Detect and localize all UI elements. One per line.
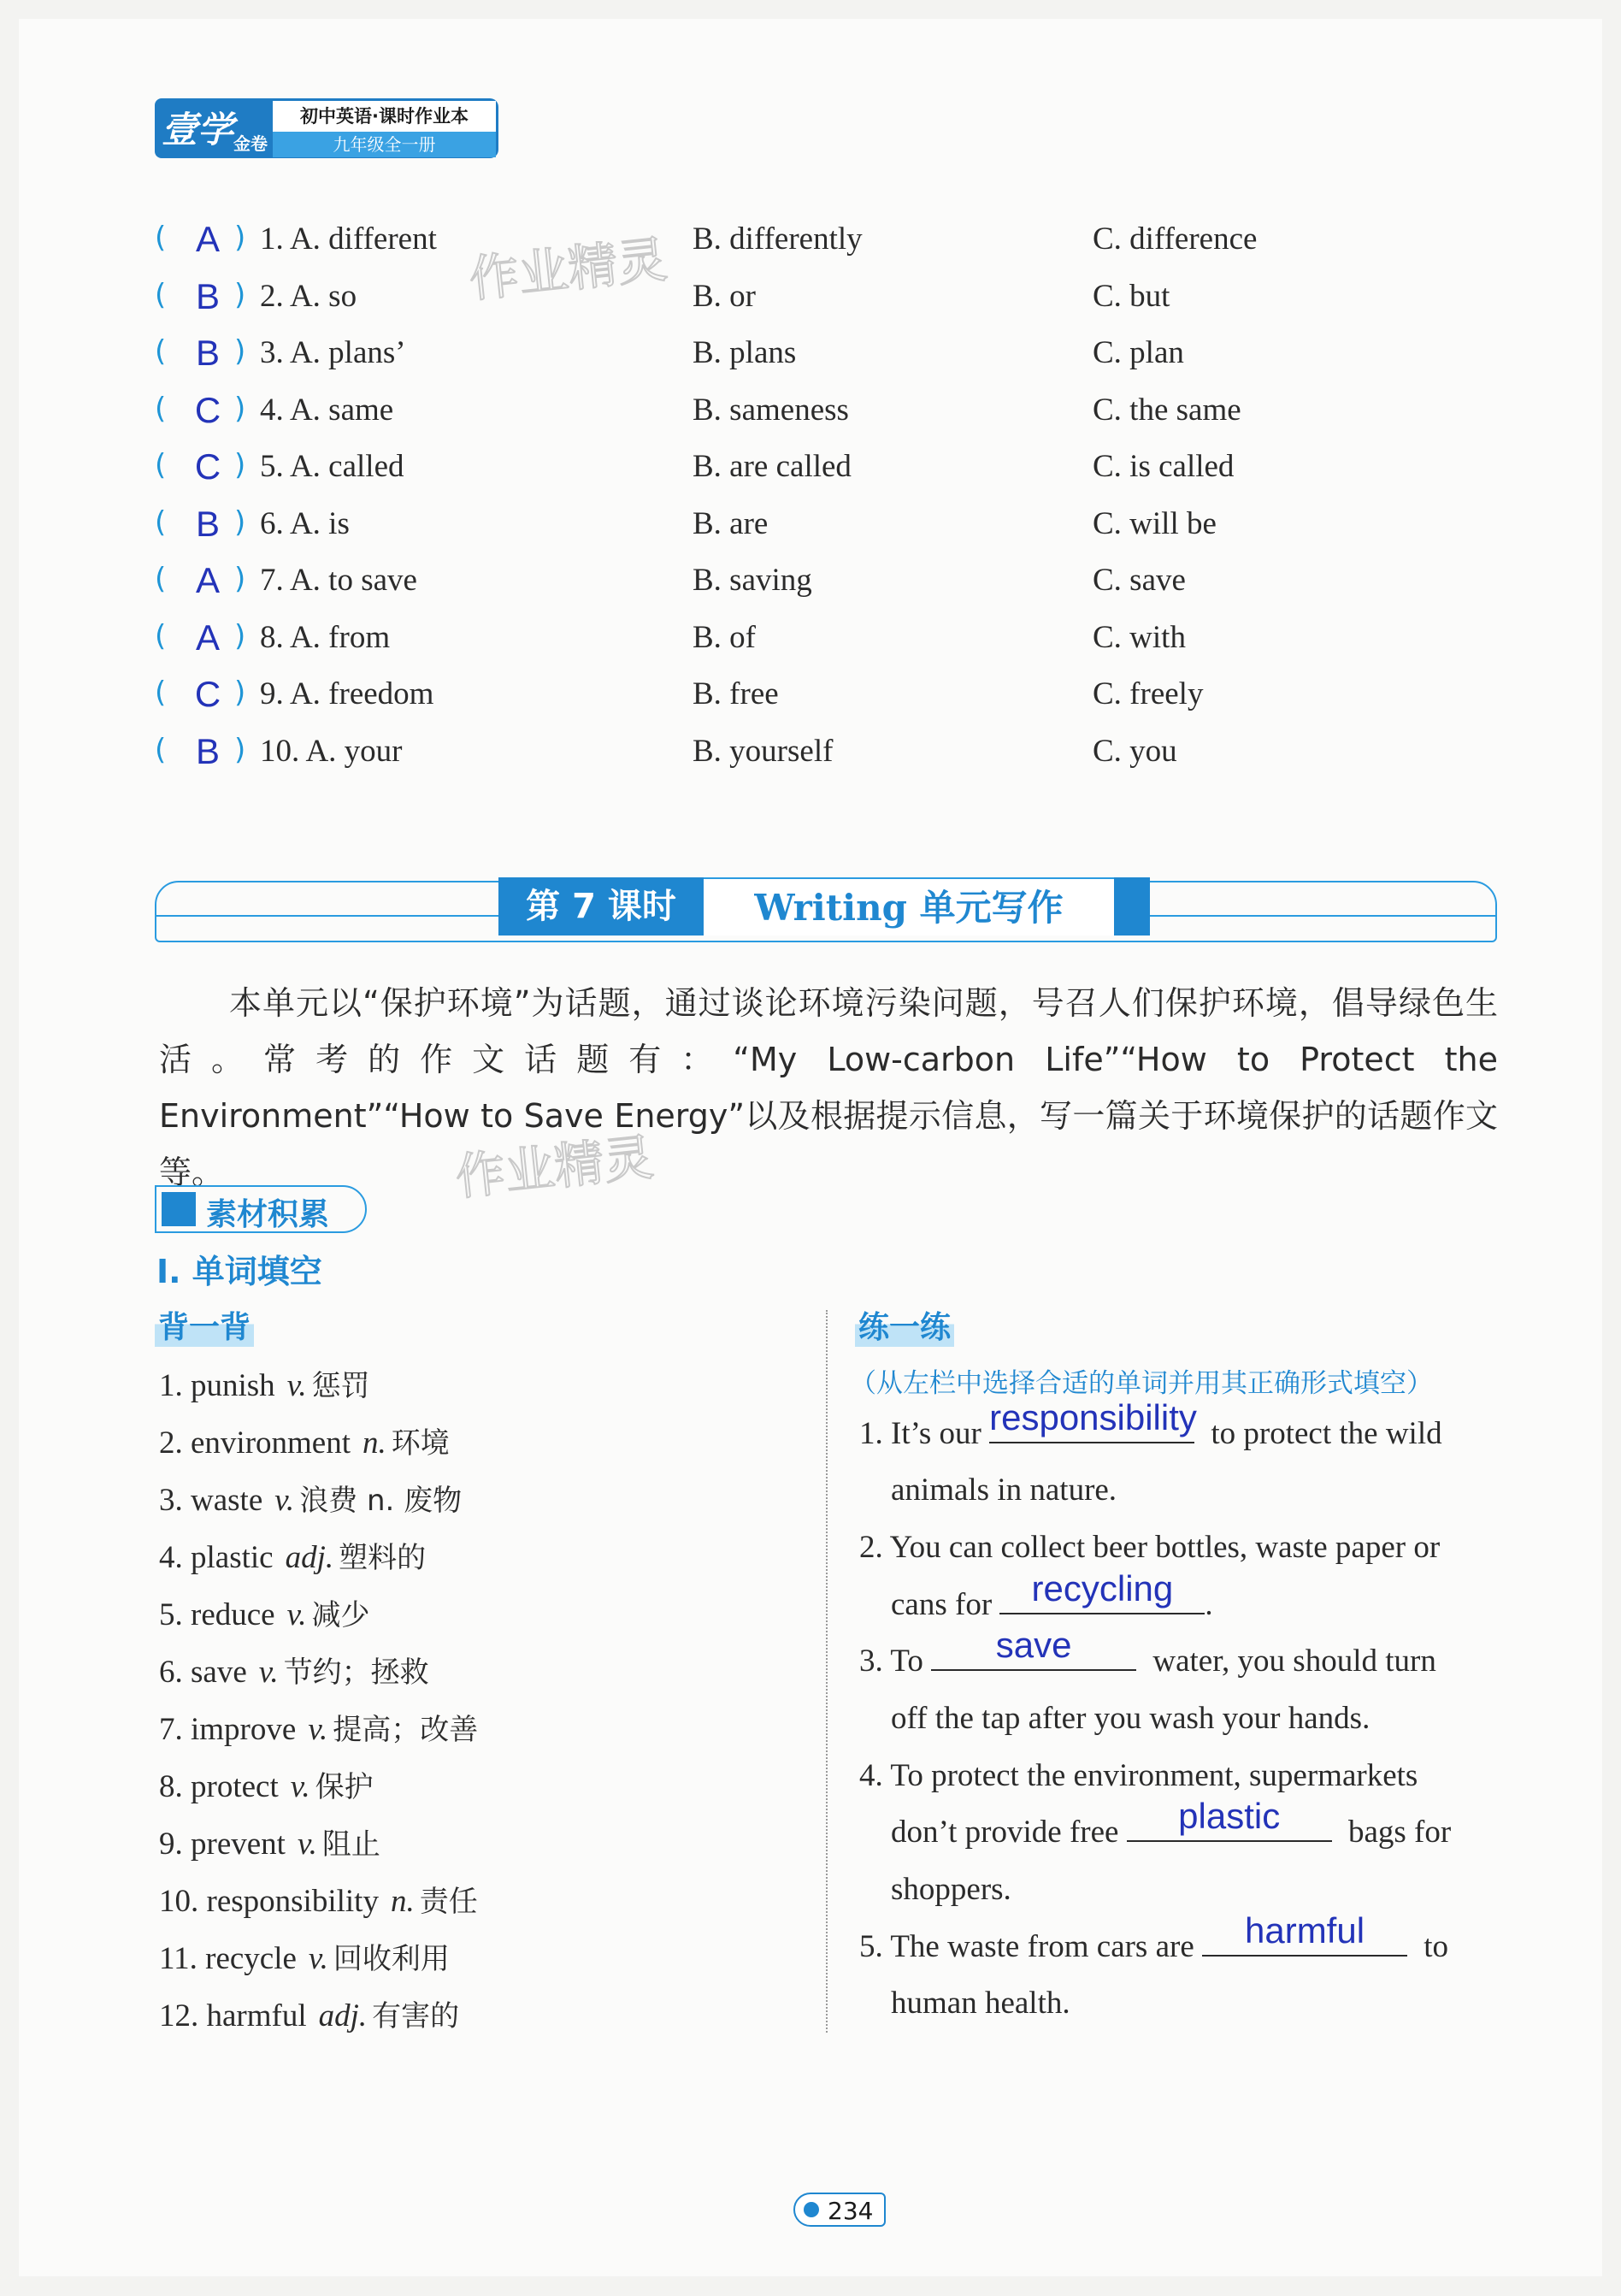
- vocab-meaning: 有害的: [372, 1999, 460, 2033]
- answer-letter: C: [194, 389, 221, 430]
- option-b: B. are: [693, 505, 769, 541]
- left-column-head: 背一背: [155, 1303, 254, 1347]
- close-paren: ): [234, 277, 246, 312]
- answer-letter: A: [195, 560, 220, 600]
- answer-blank: [999, 1568, 1205, 1614]
- answer-row: [0, 505, 1621, 557]
- brand-mark: [155, 98, 273, 158]
- part-of-speech: adj.: [285, 1540, 334, 1575]
- option-c: C. with: [1093, 619, 1186, 655]
- close-paren: ): [234, 334, 246, 369]
- option-c: C. the same: [1093, 392, 1241, 428]
- option-a: 6. A. is: [260, 505, 350, 541]
- blank-answer: harmful: [1244, 1910, 1365, 1951]
- answer-blank: [931, 1625, 1136, 1671]
- part-of-speech: n.: [363, 1425, 386, 1461]
- answer-row: [0, 389, 1621, 443]
- vocab-list: [159, 1365, 478, 2052]
- close-paren: ): [234, 732, 246, 767]
- open-paren: (: [155, 221, 167, 255]
- open-paren: (: [155, 391, 167, 426]
- exercise-text: to protect the wild: [1211, 1416, 1442, 1451]
- vocab-meaning: 减少: [311, 1598, 370, 1632]
- vocab-word: 3. waste: [159, 1483, 263, 1518]
- open-paren: (: [155, 676, 167, 710]
- option-c: C. but: [1093, 278, 1170, 314]
- option-c: C. difference: [1093, 221, 1258, 257]
- vocab-item: [159, 1709, 478, 1766]
- vocab-meaning: 阻止: [321, 1827, 380, 1862]
- vocab-item: [159, 1422, 478, 1479]
- answer-letter: A: [195, 219, 220, 259]
- option-c: C. save: [1093, 563, 1186, 598]
- right-column-head: 练一练: [855, 1303, 954, 1347]
- vocab-meaning: 回收利用: [333, 1942, 450, 1976]
- vocab-item: [159, 1766, 478, 1823]
- part-of-speech: v.: [258, 1655, 279, 1690]
- answer-letter: C: [194, 446, 221, 487]
- watermark: 作业精灵: [466, 230, 670, 309]
- exercise-text: .: [1205, 1587, 1213, 1622]
- option-b: B. saving: [693, 563, 812, 598]
- part-of-speech: adj.: [318, 1998, 368, 2033]
- series-title: 初中英语·课时作业本: [273, 101, 496, 132]
- open-paren: (: [155, 618, 167, 653]
- exercise-4-line-3: shoppers.: [891, 1872, 1011, 1907]
- option-c: C. freely: [1093, 676, 1204, 711]
- open-paren: (: [155, 505, 167, 540]
- blank-answer: save: [995, 1625, 1072, 1665]
- answer-row: [0, 334, 1621, 386]
- part-of-speech: n.: [390, 1884, 415, 1919]
- option-a: 2. A. so: [260, 278, 357, 314]
- open-paren: (: [155, 334, 167, 369]
- vocab-word: 11. recycle: [159, 1941, 297, 1976]
- vocab-word: 2. environment: [159, 1425, 351, 1461]
- close-paren: ): [234, 618, 246, 653]
- option-b: B. or: [693, 278, 756, 314]
- vocab-word: 12. harmful: [159, 1998, 307, 2033]
- option-a: 1. A. different: [260, 221, 437, 257]
- exercise-text: 1. It’s our: [859, 1416, 981, 1451]
- vocab-meaning: 塑料的: [339, 1541, 427, 1575]
- part-of-speech: v.: [297, 1827, 317, 1862]
- exercise-text: don’t provide free: [891, 1815, 1119, 1850]
- book-logo: [155, 98, 498, 158]
- blank-answer: responsibility: [989, 1397, 1197, 1437]
- vocab-item: [159, 1537, 478, 1594]
- lesson-intro: 本单元以“保护环境”为话题，通过谈论环境污染问题，号召人们保护环境，倡导绿色生活。常考的作文话题有：“My Low-carbon Life”“How to Protect the Environment”“How to Save Energy”以及根据提示信息，写一篇关于环境保护的话题作文等。: [159, 984, 1498, 1191]
- part-of-speech: v.: [286, 1597, 307, 1632]
- exercise-text: 3. To: [859, 1644, 923, 1679]
- option-b: B. free: [693, 676, 779, 711]
- exercise-3-line-1: [859, 1625, 1436, 1679]
- exercise-2-line-1: 2. You can collect beer bottles, waste paper or: [859, 1530, 1441, 1565]
- answer-row: [0, 619, 1621, 670]
- vocab-item: [159, 1365, 478, 1422]
- part-of-speech: v.: [290, 1769, 310, 1804]
- watermark-2: 作业精灵: [452, 1128, 657, 1207]
- answer-letter: C: [194, 674, 221, 714]
- option-b: B. are called: [693, 449, 852, 484]
- answer-row: [0, 730, 1621, 784]
- answer-letter: B: [195, 730, 220, 771]
- vocab-word: 5. reduce: [159, 1597, 275, 1632]
- open-paren: (: [155, 732, 167, 767]
- part-of-speech: v.: [274, 1483, 295, 1518]
- answer-blank: [1127, 1796, 1332, 1842]
- vocab-word: 9. prevent: [159, 1827, 286, 1862]
- close-paren: ): [234, 221, 246, 255]
- close-paren: ): [234, 676, 246, 710]
- part-of-speech: v.: [286, 1368, 307, 1403]
- exercise-instruction: （从左栏中选择合适的单词并用其正确形式填空）: [850, 1368, 1433, 1399]
- exercise-1-line-1: [859, 1397, 1442, 1452]
- answer-letter: B: [195, 503, 220, 544]
- exercise-3-line-2: off the tap after you wash your hands.: [891, 1701, 1370, 1736]
- vocab-word: 6. save: [159, 1655, 247, 1690]
- option-b: B. yourself: [693, 733, 834, 769]
- exercise-4-line-1: 4. To protect the environment, supermarkets: [859, 1758, 1418, 1793]
- blank-answer: plastic: [1178, 1796, 1281, 1836]
- exercise-1-line-2: animals in nature.: [891, 1473, 1117, 1508]
- vocab-word: 7. improve: [159, 1712, 297, 1747]
- close-paren: ): [234, 391, 246, 426]
- option-a: 8. A. from: [260, 619, 391, 655]
- answer-row: [0, 676, 1621, 727]
- vocab-item: [159, 1823, 478, 1880]
- option-a: 9. A. freedom: [260, 676, 434, 711]
- vocab-item: [159, 1995, 478, 2052]
- vocab-item: [159, 1594, 478, 1651]
- answer-blank: [989, 1397, 1197, 1443]
- option-b: B. differently: [693, 221, 863, 257]
- close-paren: ): [234, 448, 246, 482]
- option-a: 10. A. your: [260, 733, 403, 769]
- answer-letter: B: [195, 333, 220, 373]
- option-c: C. will be: [1093, 505, 1217, 541]
- vocab-meaning: 惩罚: [311, 1369, 370, 1403]
- exercise-2-line-2: [891, 1568, 1213, 1623]
- vocab-word: 4. plastic: [159, 1540, 274, 1575]
- open-paren: (: [155, 562, 167, 596]
- open-paren: (: [155, 448, 167, 482]
- exercise-text: water, you should turn: [1152, 1644, 1436, 1679]
- vocab-word: 10. responsibility: [159, 1884, 379, 1919]
- banner-tail: [1114, 877, 1150, 936]
- exercise-5-line-1: [859, 1910, 1449, 1965]
- exercise-4-line-2: [891, 1796, 1452, 1850]
- open-paren: (: [155, 277, 167, 312]
- part-of-speech: v.: [308, 1712, 328, 1747]
- option-a: 7. A. to save: [260, 563, 417, 598]
- exercise-text: cans for: [891, 1587, 993, 1622]
- exercise-text: 5. The waste from cars are: [859, 1929, 1194, 1964]
- option-c: C. is called: [1093, 449, 1235, 484]
- close-paren: ): [234, 505, 246, 540]
- answer-row: [0, 275, 1621, 329]
- option-b: B. of: [693, 619, 756, 655]
- close-paren: ): [234, 562, 246, 596]
- answer-row: [0, 562, 1621, 613]
- grade-label: 九年级全一册: [273, 132, 496, 157]
- exercise-text: to: [1424, 1929, 1449, 1964]
- part-of-speech: v.: [308, 1941, 328, 1976]
- tag-square-icon: [162, 1192, 196, 1226]
- answer-row: [0, 221, 1621, 272]
- answer-row: [0, 448, 1621, 499]
- vocab-meaning: 提高；改善: [333, 1713, 479, 1747]
- option-a: 3. A. plans’: [260, 335, 406, 370]
- vocab-item: [159, 1651, 478, 1709]
- dot-icon: [804, 2202, 819, 2217]
- vocab-word: 1. punish: [159, 1368, 275, 1403]
- option-c: C. you: [1093, 733, 1177, 769]
- vocab-meaning: 环境: [391, 1426, 450, 1461]
- brand-sub: 金卷: [233, 133, 268, 154]
- option-a: 5. A. called: [260, 449, 404, 484]
- answer-letter: A: [195, 617, 220, 658]
- section-subtitle: I. 单词填空: [156, 1253, 322, 1290]
- vocab-word: 8. protect: [159, 1769, 279, 1804]
- exercise-5-line-2: human health.: [891, 1986, 1070, 2021]
- lesson-number: 第 7 课时: [498, 877, 704, 936]
- lesson-title: Writing 单元写作: [704, 877, 1114, 936]
- answer-letter: B: [195, 275, 220, 316]
- exercise-text: bags for: [1347, 1815, 1452, 1850]
- page-number: 234: [828, 2197, 874, 2225]
- section-tag: [155, 1185, 367, 1233]
- brand-name: 壹学: [162, 109, 234, 151]
- vocab-item: [159, 1880, 478, 1938]
- vocab-meaning: 责任: [419, 1885, 478, 1919]
- page-number-badge: [793, 2193, 886, 2227]
- option-c: C. plan: [1093, 335, 1184, 370]
- vocab-meaning: 浪费 n. 废物: [299, 1484, 463, 1518]
- vocab-item: [159, 1479, 478, 1537]
- book-title-box: [273, 98, 498, 158]
- option-b: B. sameness: [693, 392, 849, 428]
- answer-blank: [1202, 1910, 1407, 1957]
- column-divider: [826, 1310, 828, 2033]
- lesson-banner: [155, 881, 1497, 942]
- vocab-item: [159, 1938, 478, 1995]
- vocab-meaning: 节约；拯救: [283, 1656, 429, 1690]
- option-a: 4. A. same: [260, 392, 394, 428]
- option-b: B. plans: [693, 335, 797, 370]
- blank-answer: recycling: [1031, 1568, 1174, 1608]
- section-tag-label: 素材积累: [206, 1197, 330, 1232]
- vocab-meaning: 保护: [315, 1770, 374, 1804]
